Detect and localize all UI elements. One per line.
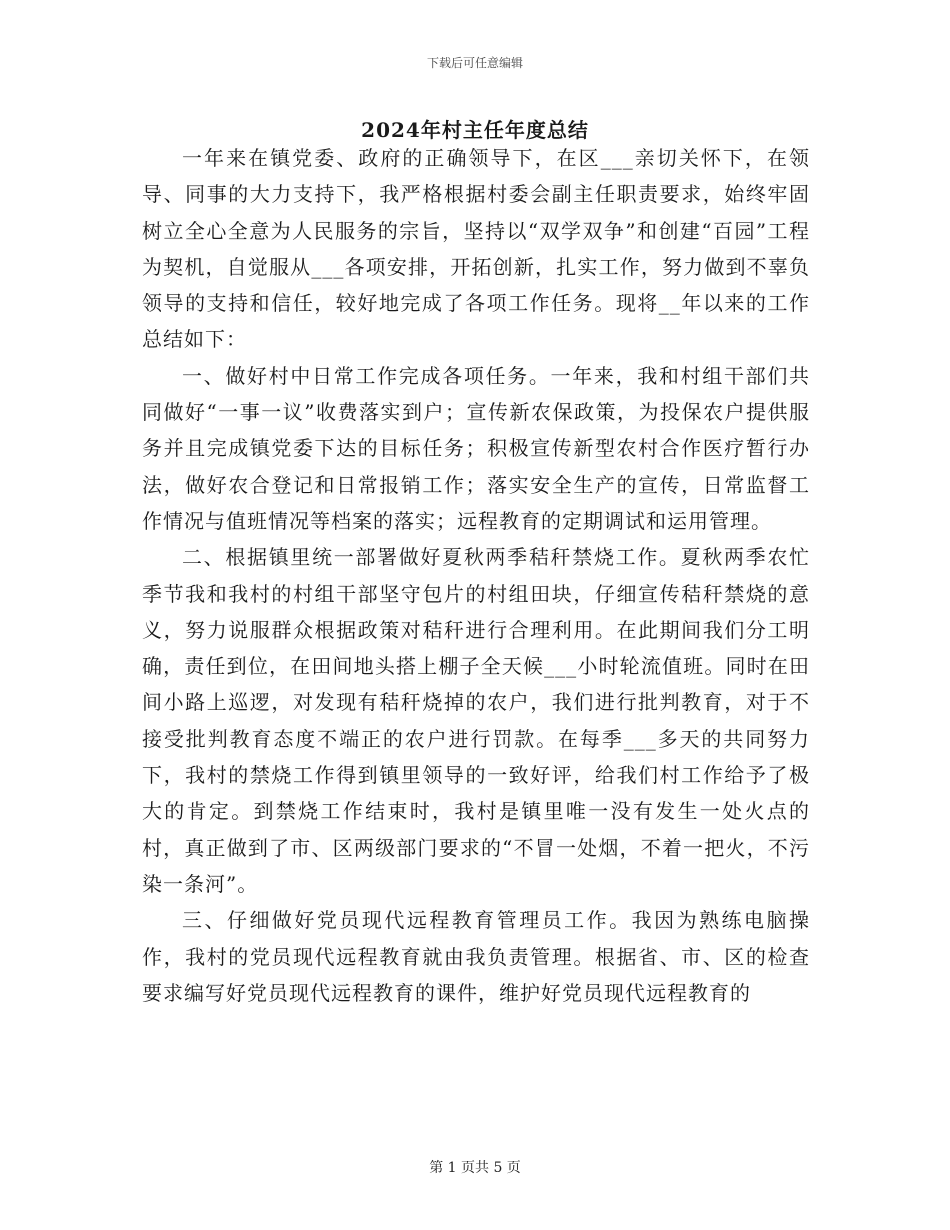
- page-header: 下载后可任意编辑: [426, 56, 523, 70]
- paragraph-section-2: 二、根据镇里统一部署做好夏秋两季秸秆禁烧工作。夏秋两季农忙季节我和我村的村组干部坚守包片的村组田块，仔细宣传秸秆禁烧的意义，努力说服群众根据政策对秸秆进行合理利用。在此期间我们分工明确，责任到位，在田间地头搭上棚子全天候___小时轮流值班。同时在田间小路上巡逻，对发现有秸秆烧掉的农户，我们进行批判教育，对于不接受批判教育态度不端正的农户进行罚款。在每季___多天的共同努力下，我村的禁烧工作得到镇里领导的一致好评，给我们村工作给予了极大的肯定。到禁烧工作结束时，我村是镇里唯一没有发生一处火点的村，真正做到了市、区两级部门要求的“不冒一处烟，不着一把火，不污染一条河”。: [142, 545, 810, 896]
- document-body: [142, 140, 810, 1011]
- paragraph-section-3: 三、仔细做好党员现代远程教育管理员工作。我因为熟练电脑操作，我村的党员现代远程教育就由我负责管理。根据省、市、区的检查要求编写好党员现代远程教育的课件，维护好党员现代远程教育的: [142, 908, 810, 1005]
- paragraph-section-1: 一、做好村中日常工作完成各项任务。一年来，我和村组干部们共同做好“一事一议”收费落实到户；宣传新农保政策，为投保农户提供服务并且完成镇党委下达的目标任务；积极宣传新型农村合作医疗暂行办法，做好农合登记和日常报销工作；落实安全生产的宣传，日常监督工作情况与值班情况等档案的落实；远程教育的定期调试和运用管理。: [142, 363, 810, 533]
- paragraph-intro: 一年来在镇党委、政府的正确领导下，在区___亲切关怀下，在领导、同事的大力支持下，我严格根据村委会副主任职责要求，始终牢固树立全心全意为人民服务的宗旨，坚持以“双学双争”和创建“百园”工程为契机，自觉服从___各项安排，开拓创新，扎实工作，努力做到不辜负领导的支持和信任，较好地完成了各项工作任务。现将__年以来的工作总结如下：: [142, 146, 810, 352]
- document-title: 2024年村主任年度总结: [361, 118, 589, 142]
- page-number: 第 1 页共 5 页: [429, 1160, 521, 1176]
